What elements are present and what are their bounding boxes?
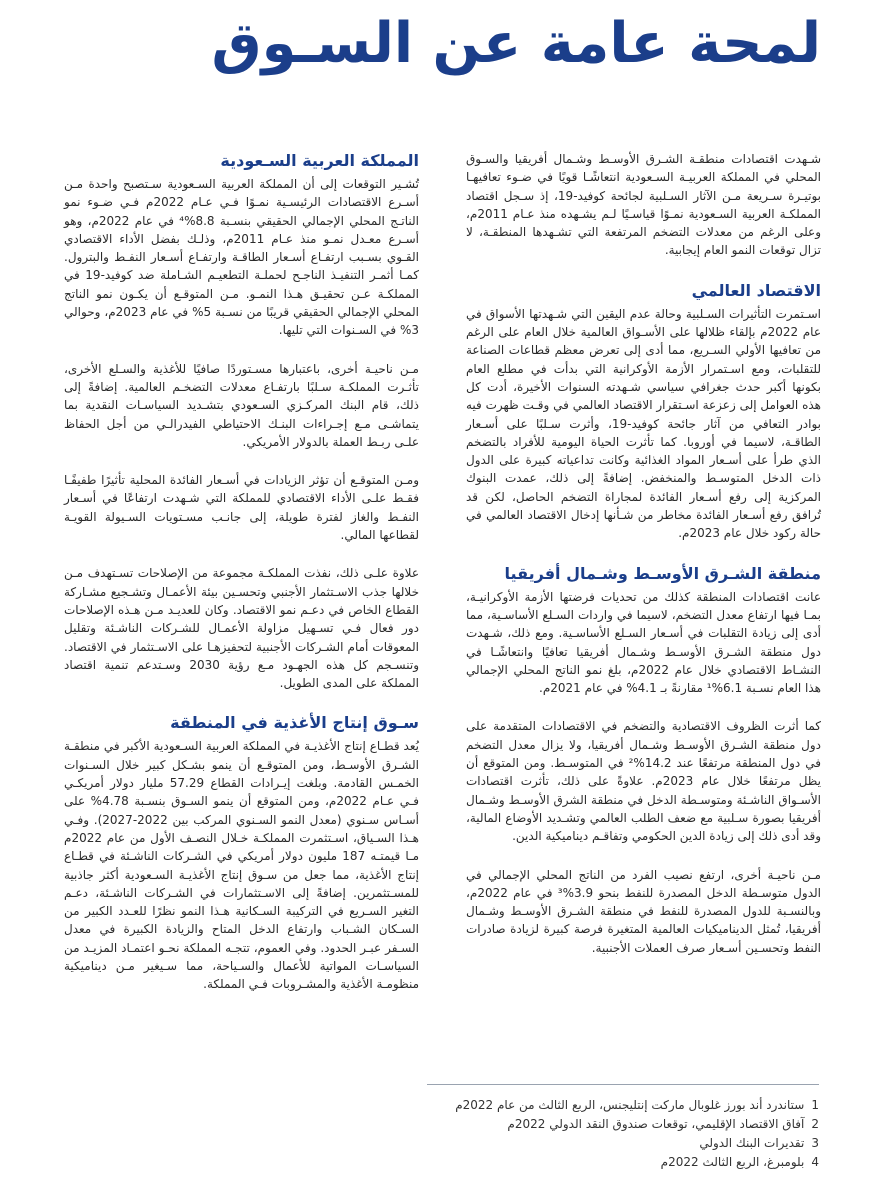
page-title: لمحة عامة عن السـوق — [211, 11, 821, 76]
food-production-paragraph: يُعد قطـاع إنتاج الأغذيـة في المملكة العربية السـعودية الأكبر في منطقـة الشـرق الأوسـط، ومن المتوقـع أن ينمو بشـكل كبير خلال السـنوات الخمـس القادمة. وبلغت إيـرادات القطاع 57.29 مليار دولار أمريكـي فـي عـام 2022م، ومن المتوقع أن ينمو السـوق بنسـبة 4.78% على أسـاس سـنوي (معدل النمو السـنوي المركب بين 2022-2027). وفـي هـذا السـياق، اسـتثمرت المملكـة خـلال النصـف الأول من عام 2022م مـا قيمتـه 187 مليون دولار أمريكي في الشـركات الناشـئة في قطـاع إنتاج الأغذية، مما جعل من سـوق إنتاج الأغذيـة السـعودية أكثر جاذبية للمسـتثمرين. إضافةً إلى الاسـتثمارات في الشـركات الناشـئة، دعـم التغير السـريع في التركيبة السـكانية هـذا النمو نظرًا للعـدد الكبير من السـكان الشـباب وارتفاع الدخل المتاح والزيادة الكبيرة في معدل السـفر عبـر الحدود. وفي العموم، تتجـه المملكة نحـو اعتمـاد المزيـد من السياسـات المواتية للأعمال والسـياحة، مما سـيغير مـن ديناميكية منظومـة الأغذية والمشـروبات فـي المملكة. — [64, 739, 420, 992]
footnote-number: 3 — [811, 1136, 819, 1150]
global-economy-heading: الاقتصاد العالمي — [691, 280, 821, 300]
mena-heading: منطقة الشـرق الأوسـط وشـمال أفريقيا — [504, 563, 821, 583]
saudi-paragraph-2: مـن ناحيـة أخرى، باعتبارها مسـتوردًا صافيًا للأغذية والسـلع الأخرى، تأثـرت المملكـة سـلبًا بارتفـاع معدلات التضخـم العالمية. إضافةً إلى ذلك، قام البنك المركـزي السـعودي بتشـديد السياسـات النقدية بما يتماشـى مـع إجـراءات البنـك الاحتياطي الفيدرالـي من أجل الحفاظ علـى ربـط العملة بالدولار الأمريكي. — [64, 361, 419, 449]
saudi-arabia-heading: المملكة العربية السـعودية — [220, 151, 419, 170]
footnote-text: تقديرات البنك الدولي — [699, 1136, 805, 1150]
food-production-heading: سـوق إنتاج الأغذية في المنطقة — [170, 713, 419, 733]
left-column — [64, 150, 419, 1014]
footnote-number: 2 — [811, 1117, 819, 1131]
right-column — [466, 150, 821, 977]
saudi-paragraph-3: ومـن المتوقـع أن تؤثر الزيادات في أسـعار الفائدة المحلية تأثيرًا طفيفًـا فقـط علـى الأداء الاقتصادي للمملكة التي شـهدت ارتفاعًا في أسـعار النفـط والغاز لفترة طويلة، إلى جانـب مسـتويات السـيولة القويـة لقطاعها المالي. — [64, 473, 419, 543]
saudi-paragraph-4: علاوة علـى ذلك، نفذت المملكـة مجموعة من الإصلاحات تسـتهدف مـن خلالها جذب الاسـتثمار الأجنبي وتحسـين بيئة الأعمـال وتشـجيع مشـاركة القطاع الخاص في دعـم نمو الاقتصاد. وكان للعديـد مـن هـذه الإصلاحات دور فعال فـي تسـهيل مزاولة الأعمـال للشـركات الناشـئة وتقليل المعوقات أمام الشـركات الأجنبية لتحفيزهـا على الاسـتثمار في الاقتصاد. وتنسـجم كل هذه الجهـود مـع رؤية 2030 وسـتدعم تنمية اقتصاد المملكة على المدى الطويل. — [64, 566, 419, 691]
saudi-paragraph-1: تُشـير التوقعات إلى أن المملكة العربية السـعودية سـتصبح واحدة مـن أسـرع الاقتصادات الرئيسـية نمـوًا فـي عـام 2022م فـي ضـوء نمو الناتـج المحلي الإجمالي الحقيقي بنسـبة 8.8%⁴ في عام 2022م، وهو أسـرع معـدل نمـو منذ عـام 2011م، وذلـك بفضل الأداء الاقتصادي القـوي بسـبب ارتفـاع أسـعار الطاقـة وارتفـاع أسـعار النفـط والبترول. كمـا أثمـر التنفيـذ الناجـح لحملـة التطعيـم الشـاملة ضد كوفيد-19 في المملكـة عـن تحقيـق هـذا النمـو. مـن المتوقـع أن يكـون نمو الناتج المحلي الإجمالي الحقيقي قريبًا من نسـبة 5% في عام 2023م، وحوالي 3% في السـنوات التي تليها. — [64, 177, 419, 338]
footnote-item — [455, 1096, 819, 1115]
mena-paragraph-1: عانت اقتصادات المنطقة كذلك من تحديات فرضتها الأزمة الأوكرانيـة، بمـا فيها ارتفاع معدل التضخم، لاسيما في واردات السـلع الأساسـية، مما أدى إلى زيادة التقلبات في أسـعار السـلع الأساسـية. ومع ذلك، شـهدت دول منطقة الشـرق الأوسـط وشـمال أفريقيا تعافيًا وانتعاشًـا في النشـاط الاقتصادي خلال عام 2022م، بلغ نمو الناتج المحلي الإجمالي هذا العام نسـبة 6.1%¹ مقارنةً بـ 4.1% في عام 2021م. — [466, 589, 821, 696]
footnote-number: 1 — [811, 1098, 819, 1112]
footnote-text: ستاندرد أند بورز غلوبال ماركت إنتليجنس، الربع الثالث من عام 2022م — [455, 1098, 805, 1112]
mena-paragraph-3: مـن ناحيـة أخرى، ارتفع نصيب الفرد من الناتج المحلي الإجمالي في الدول متوسـطة الدخل المصدرة للنفط بنحو 3.9%³ في عام 2022م، وبالنسـبة للدول المصدرة للنفط في منطقة الشـرق الأوسـط وشـمال أفريقيا، تُمثل الديناميكيات العالمية المتغيرة فرصة كبيرة لزيادة صادرات النفط وتحسـين أسـعار صرف العملات الأجنبية. — [466, 867, 821, 955]
mena-paragraph-2: كما أثرت الظروف الاقتصادية والتضخم في الاقتصادات المتقدمة على دول منطقة الشـرق الأوسـط وشـمال أفريقيا، ولا يزال معدل التضخم في دول المنطقة مرتفعًا عند 14.2%² في المتوسـط. ومن المتوقع أن يظل مرتفعًا خلال عام 2023م. علاوةً على ذلك، تأثرت اقتصادات الأسـواق الناشـئة ومتوسـطة الدخل في منطقة الشرق الأوسـط وشـمال أفريقيا بصورة سـلبية مع ضعف الطلب العالمي وتشـديد الأوضاع المالية، وقد أدى ذلك إلى زيادة الدين الحكومي وتفاقـم ديناميكية الدين. — [466, 719, 821, 844]
footnotes-list — [455, 1096, 819, 1172]
footnote-number: 4 — [811, 1155, 819, 1169]
footnote-item — [455, 1115, 819, 1134]
footnote-item — [455, 1153, 819, 1172]
global-economy-paragraph: اسـتمرت التأثيرات السـلبية وحالة عدم اليقين التي شـهدتها الأسواق في عام 2022م بإلقاء ظلالها على الأسـواق العالمية خلال العام على الرغم من تعافيها الأولي السـريع، مما أدى إلى تعرض معظم قطاعات الصناعة للتقلبات، ومع اسـتمرار الأزمة الأوكرانية التي بدأت في مطلع العام بكونها أكبر حدث جغرافي سياسي شـهدته السنوات الأخيرة، أدت كل هذه العوامل إلى زعزعة اسـتقرار الاقتصاد العالمي في وقـت ظهرت فيه بوادر التعافي من آثار جائحة كوفيد-19، وأثرت سـلبًا على أسـعار الطاقـة، لاسيما في أوروبا. كما تأثرت الحياة اليومية للأفراد بالتضخم الذي طرأ على أسـعار المواد الغذائية وكانت تداعياته كبيرة على الدول ذات الدخل المتوسـط والمنخفض. إضافةً إلى ذلك، عمدت البنوك المركزية إلى رفع أسـعار الفائدة لمجاراة التضخم الحاصل، لكن قد تُرافق رفع أسـعار الفائدة مخاطر من شـأنها إدخال الاقتصاد العالمي في حالة ركود خلال عام 2023م. — [466, 306, 821, 541]
intro-paragraph: شـهدت اقتصادات منطقـة الشـرق الأوسـط وشـمال أفريقيا والسـوق المحلي في المملكة العربيـة السـعودية انتعاشًـا قويًا في ضـوء تعافيهـا بوتيـرة سـريعة مـن الآثار السـلبية لجائحة كوفيد-19، إذ سـجل اقتصاد المملكـة العربية السـعودية نمـوًا قياسـيًا لـم يشـهده منذ عـام 2011م، وعلى الرغم من معدلات التضخم المرتفعة التي تشـهدها المنطقـة، لا تزال توقعات النمو العام إيجابية. — [466, 152, 821, 258]
footnote-text: آفاق الاقتصاد الإقليمي، توقعات صندوق النقد الدولي 2022م — [507, 1117, 805, 1131]
footnote-item — [455, 1134, 819, 1153]
footnote-divider — [427, 1084, 819, 1085]
footnote-text: بلومبرغ، الربع الثالث 2022م — [660, 1155, 805, 1169]
